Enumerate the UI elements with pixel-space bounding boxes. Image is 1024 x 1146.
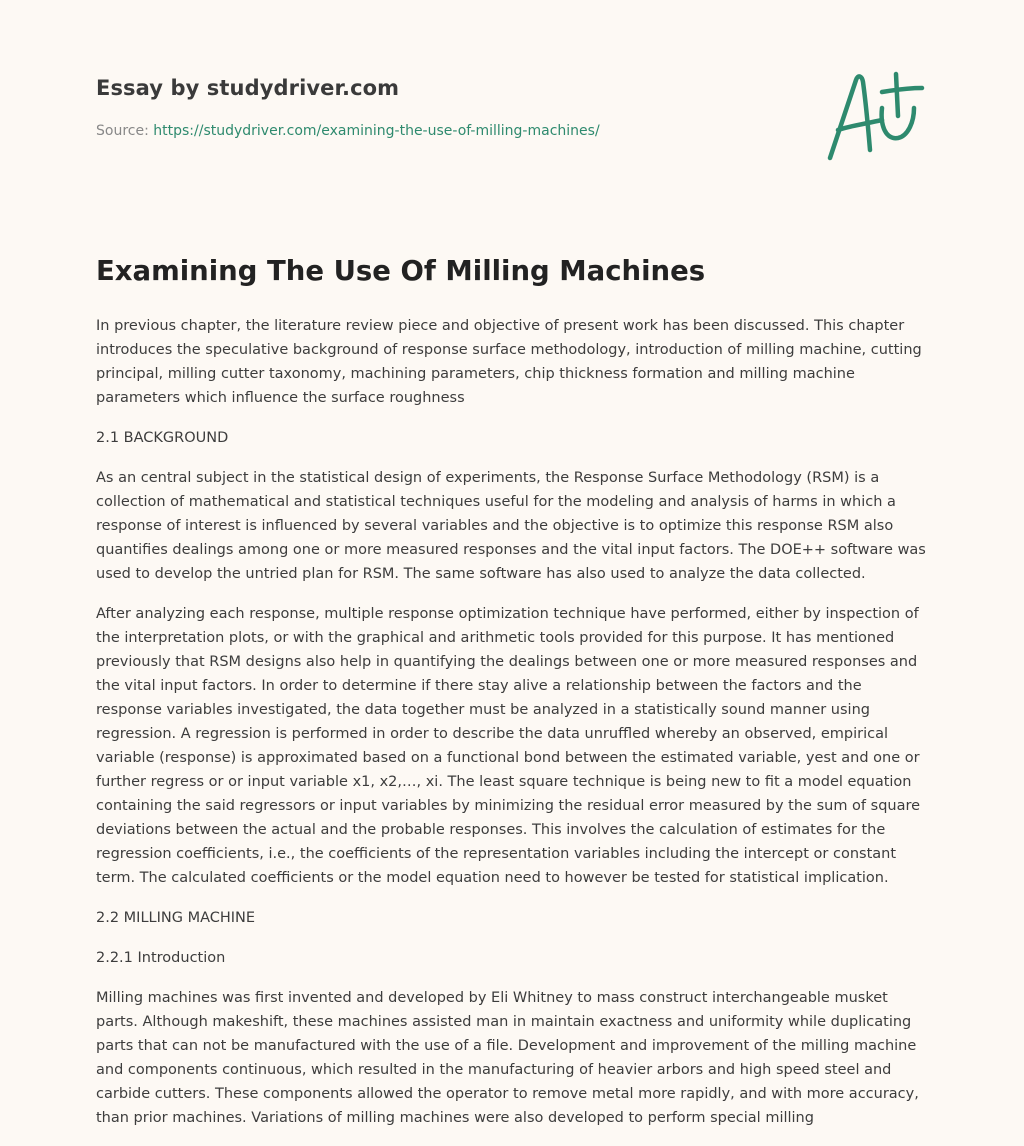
page-title: Examining The Use Of Milling Machines	[96, 255, 706, 287]
source-link[interactable]: https://studydriver.com/examining-the-use-of-milling-machines/	[153, 123, 600, 139]
source-label: Source:	[96, 123, 154, 139]
intro-paragraph: In previous chapter, the literature review piece and objective of present work has been discussed. This chapter introduces the speculative background of response surface methodology, introduction of milling machine, cutting principal, milling cutter taxonomy, machining parameters, chip thickness formation and milling machine parameters which influence the surface roughness	[96, 318, 922, 406]
article-body	[96, 314, 928, 1146]
subsection-heading-introduction: 2.2.1 Introduction	[96, 950, 226, 966]
page-header	[96, 0, 928, 200]
section-heading-background: 2.1 BACKGROUND	[96, 430, 229, 446]
introduction-paragraph: Milling machines was first invented and developed by Eli Whitney to mass construct interchangeable musket parts. Although makeshift, these machines assisted man in maintain exactness and uniformity while duplicating parts that can not be manufactured with the use of a file. Development and improvement of the milling machine and components continuous, which resulted in the manufacturing of heavier arbors and high speed steel and carbide cutters. These components allowed the operator to remove metal more rapidly, and with more accuracy, than prior machines. Variations of milling machines were also developed to perform special milling	[96, 990, 919, 1126]
background-paragraph-2: After analyzing each response, multiple response optimization technique have performed, either by inspection of the interpretation plots, or with the graphical and arithmetic tools provided for this purpose. It has mentioned previously that RSM designs also help in quantifying the dealings between one or more measured responses and the vital input factors. In order to determine if there stay alive a relationship between the factors and the response variables investigated, the data together must be analyzed in a statistically sound manner using regression. A regression is performed in order to describe the data unruffled whereby an observed, empirical variable (response) is approximated based on a functional bond between the estimated variable, yest and one or further regress or or input variable x1, x2,…, xi. The least square technique is being new to fit a model equation containing the said regressors or input variables by minimizing the residual error measured by the sum of square deviations between the actual and the probable responses. This involves the calculation of estimates for the regression coefficients, i.e., the coefficients of the representation variables including the intercept or constant term. The calculated coefficients or the model equation need to however be tested for statistical implication.	[96, 606, 921, 886]
a-plus-logo-icon	[824, 68, 928, 164]
source-line	[96, 123, 600, 139]
section-heading-milling-machine: 2.2 MILLING MACHINE	[96, 910, 256, 926]
brand-title: Essay by studydriver.com	[96, 76, 400, 100]
a-plus-logo-svg	[824, 68, 928, 164]
background-paragraph-1: As an central subject in the statistical design of experiments, the Response Surface Methodology (RSM) is a collection of mathematical and statistical techniques useful for the modeling and analysis of harms in which a response of interest is influenced by several variables and the objective is to optimize this response RSM also quantifies dealings among one or more measured responses and the vital input factors. The DOE++ software was used to develop the untried plan for RSM. The same software has also used to analyze the data collected.	[96, 470, 926, 582]
